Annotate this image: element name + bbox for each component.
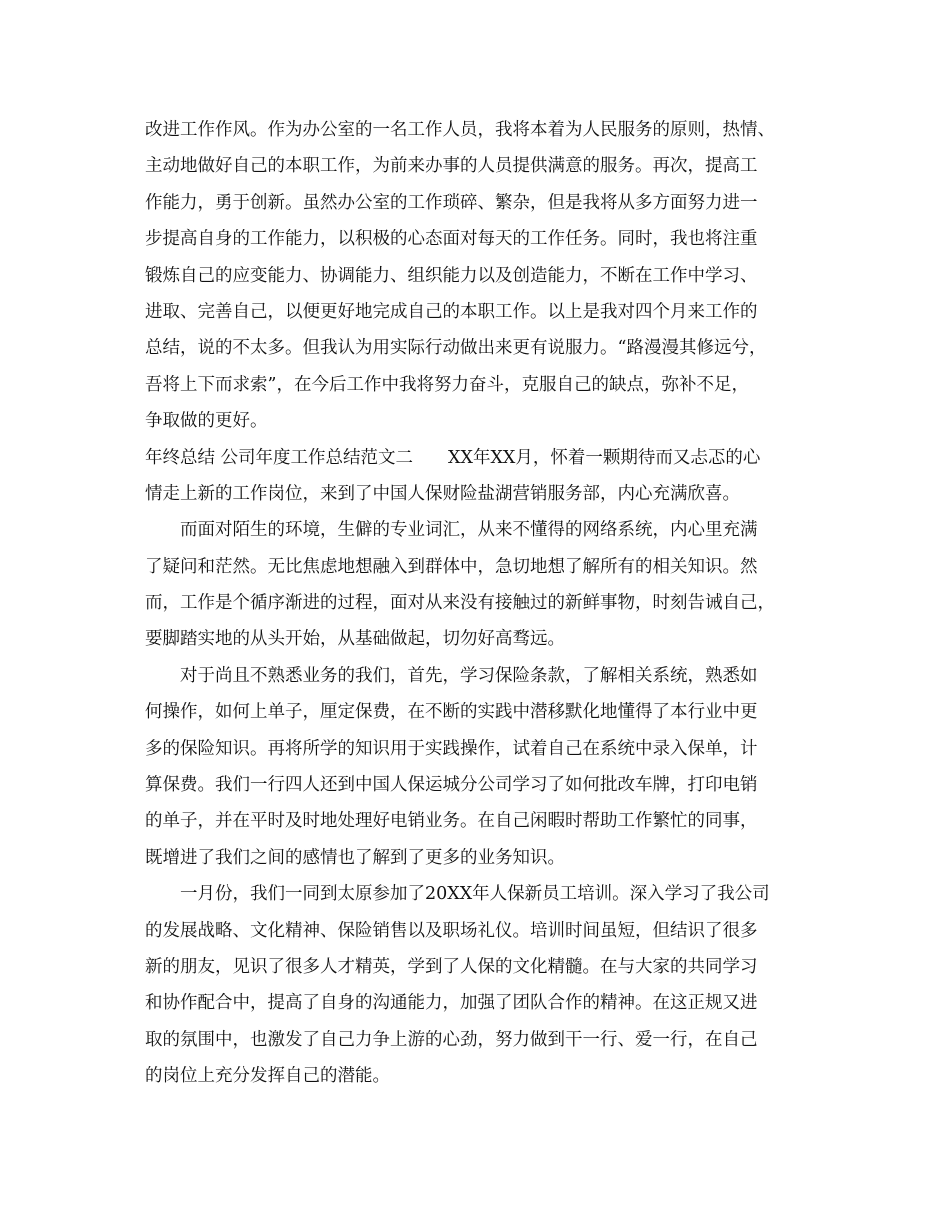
text-line: 新的朋友，见识了很多人才精英，学到了人保的文化精髓。在与大家的共同学习: [145, 956, 758, 977]
text-line: 对于尚且不熟悉业务的我们，首先，学习保险条款，了解相关系统，熟悉如: [145, 665, 758, 686]
text-line: 年终总结 公司年度工作总结范文二 XX年XX月，怀着一颗期待而又忐忑的心: [145, 447, 761, 468]
text-line: 多的保险知识。再将所学的知识用于实践操作，试着自己在系统中录入保单，计: [145, 738, 758, 759]
text-line: 进取、完善自己，以便更好地完成自己的本职工作。以上是我对四个月来工作的: [145, 301, 758, 322]
text-line: 了疑问和茫然。无比焦虑地想融入到群体中，急切地想了解所有的相关知识。然: [145, 556, 758, 577]
text-line: 算保费。我们一行四人还到中国人保运城分公司学习了如何批改车牌，打印电销: [145, 775, 758, 796]
text-line: 锻炼自己的应变能力、协调能力、组织能力以及创造能力，不断在工作中学习、: [145, 265, 758, 286]
text-line: 的岗位上充分发挥自己的潜能。: [145, 1066, 390, 1087]
text-line: 争取做的更好。: [145, 411, 268, 432]
text-line: 要脚踏实地的从头开始，从基础做起，切勿好高骛远。: [145, 629, 565, 650]
text-line: 的发展战略、文化精神、保险销售以及职场礼仪。培训时间虽短，但结识了很多: [145, 920, 758, 941]
text-line: 作能力，勇于创新。虽然办公室的工作琐碎、繁杂，但是我将从多方面努力进一: [145, 192, 758, 213]
text-line: 和协作配合中，提高了自身的沟通能力，加强了团队合作的精神。在这正规又进: [145, 993, 758, 1014]
text-line: 取的氛围中，也激发了自己力争上游的心劲，努力做到干一行、爱一行，在自己: [145, 1029, 758, 1050]
text-line: 改进工作作风。作为办公室的一名工作人员，我将本着为人民服务的原则，热情、: [145, 120, 775, 140]
text-line: 情走上新的工作岗位，来到了中国人保财险盐湖营销服务部，内心充满欣喜。: [145, 483, 740, 504]
document-body: [145, 112, 805, 1095]
text-line: 总结，说的不太多。但我认为用实际行动做出来更有说服力。“路漫漫其修远兮，: [145, 338, 767, 359]
text-line: 的单子，并在平时及时地处理好电销业务。在自己闲暇时帮助工作繁忙的同事，: [145, 811, 758, 832]
text-line: 而面对陌生的环境，生僻的专业词汇，从来不懂得的网络系统，内心里充满: [145, 520, 758, 541]
text-line: 一月份，我们一同到太原参加了20XX年人保新员工培训。深入学习了我公司: [145, 884, 770, 905]
text-line: 吾将上下而求索”，在今后工作中我将努力奋斗，克服自己的缺点，弥补不足，: [145, 374, 749, 395]
text-line: 主动地做好自己的本职工作，为前来办事的人员提供满意的服务。再次，提高工: [145, 156, 758, 177]
text-line: 既增进了我们之间的感情也了解到了更多的业务知识。: [145, 847, 565, 868]
text-line: 步提高自身的工作能力，以积极的心态面对每天的工作任务。同时，我也将注重: [145, 229, 758, 250]
text-line: 而，工作是个循序渐进的过程，面对从来没有接触过的新鲜事物，时刻告诫自己，: [145, 593, 775, 614]
text-line: 何操作，如何上单子，厘定保费，在不断的实践中潜移默化地懂得了本行业中更: [145, 702, 758, 723]
